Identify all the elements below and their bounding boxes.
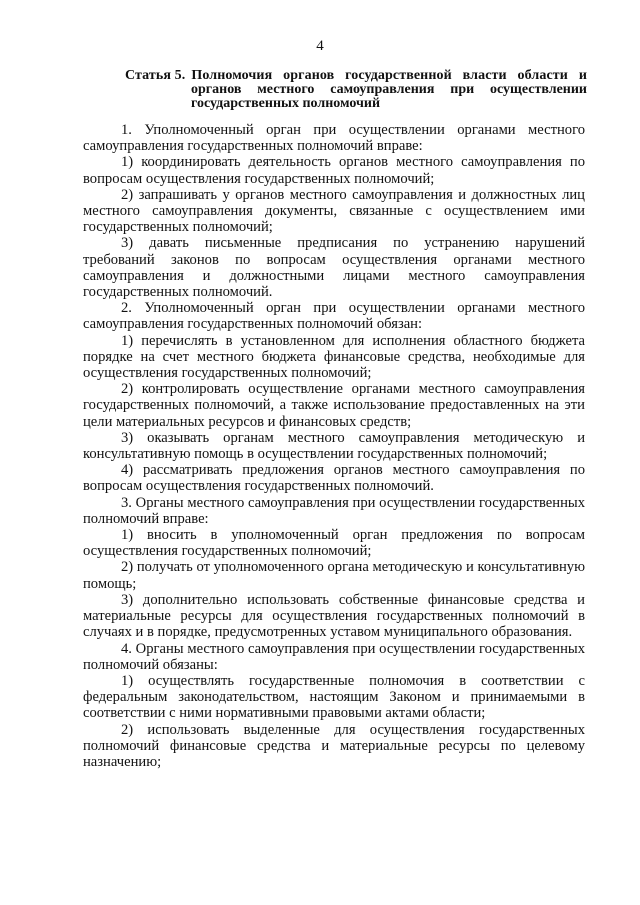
paragraph-clause-3: 3. Органы местного самоуправления при осуществлении государственных полномочий вправе: bbox=[83, 494, 585, 527]
paragraph-item: 3) давать письменные предписания по устранению нарушений требований законов по вопросам осуществления органами местного самоуправления и должностными лицами местного самоуправления государственных полномочий. bbox=[83, 235, 585, 301]
heading-line-1 bbox=[125, 69, 587, 83]
paragraph-item: 3) оказывать органам местного самоуправления методическую и консультативную помощь в осуществлении государственных полномочий; bbox=[83, 429, 585, 463]
heading-line-3: государственных полномочий bbox=[191, 96, 381, 111]
paragraph-item: 4) рассматривать предложения органов местного самоуправления по вопросам осуществления государственных полномочий. bbox=[83, 462, 585, 495]
article-label: Статья 5. bbox=[125, 68, 186, 83]
paragraph-item: 1) координировать деятельность органов местного самоуправления по вопросам осуществления государственных полномочий; bbox=[83, 154, 585, 187]
paragraph-clause-4: 4. Органы местного самоуправления при осуществлении государственных полномочий обязаны: bbox=[83, 640, 585, 673]
paragraph-clause-1: 1. Уполномоченный орган при осуществлении органами местного самоуправления государственных полномочий вправе: bbox=[83, 122, 585, 155]
paragraph-item: 2) использовать выделенные для осуществления государственных полномочий финансовые средства и материальные ресурсы по целевому назначению; bbox=[83, 721, 585, 770]
paragraph-item: 2) запрашивать у органов местного самоуправления и должностных лиц местного самоуправления документы, связанные с осуществлением ими государственных полномочий; bbox=[83, 186, 585, 236]
paragraph-item: 3) дополнительно использовать собственные финансовые средства и материальные ресурсы для осуществления государственных полномочий в случаях и в порядке, предусмотренных уставом муниципального образования. bbox=[83, 591, 585, 641]
article-body bbox=[83, 122, 585, 770]
heading-title-start: Полномочия органов государственной власти области и bbox=[191, 68, 587, 83]
paragraph-item: 2) получать от уполномоченного органа методическую и консультативную помощь; bbox=[83, 559, 585, 592]
paragraph-item: 1) перечислять в установленном для исполнения областного бюджета порядке на счет местного бюджета финансовые средства, необходимые для осуществления государственных полномочий; bbox=[83, 332, 585, 382]
paragraph-item: 1) осуществлять государственные полномочия в соответствии с федеральным законодательством, настоящим Законом и принимаемыми в соответствии с ними нормативными правовыми актами области; bbox=[83, 672, 585, 722]
paragraph-clause-2: 2. Уполномоченный орган при осуществлении органами местного самоуправления государственных полномочий обязан: bbox=[83, 300, 585, 333]
heading-line-2: органов местного самоуправления при осуществлении bbox=[191, 82, 587, 97]
paragraph-item: 1) вносить в уполномоченный орган предложения по вопросам осуществления государственных полномочий; bbox=[83, 527, 585, 560]
article-heading bbox=[125, 69, 587, 111]
paragraph-item: 2) контролировать осуществление органами местного самоуправления государственных полномочий, а также использование предоставленных на эти цели материальных ресурсов и финансовых средств; bbox=[83, 381, 585, 430]
page-number: 4 bbox=[316, 38, 324, 54]
